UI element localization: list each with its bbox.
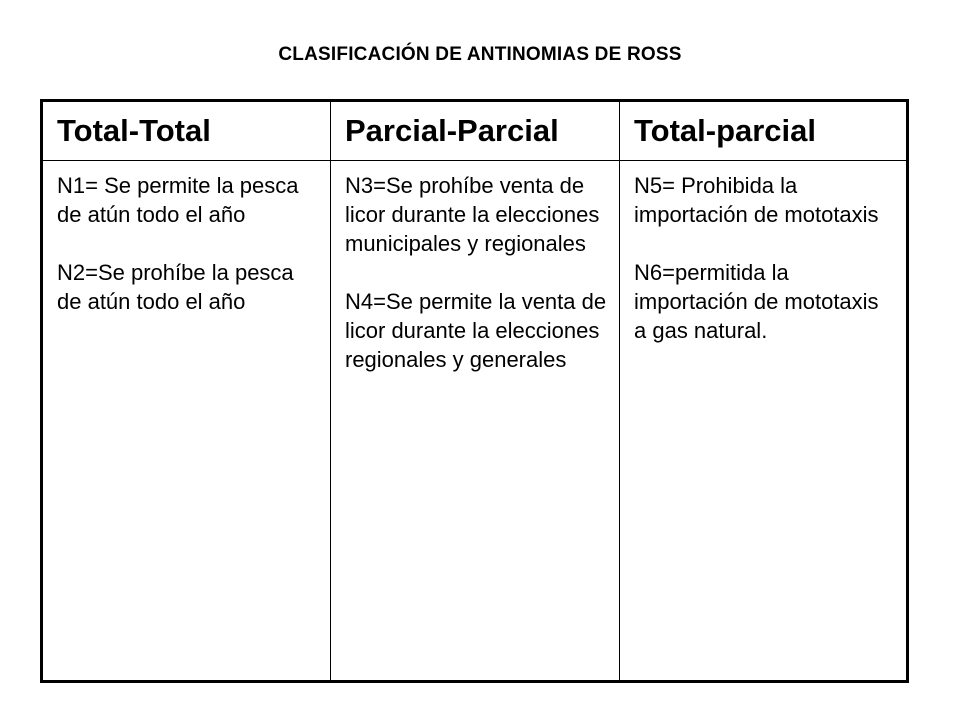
norms-row <box>42 161 908 682</box>
antinomies-table <box>40 99 909 683</box>
norm-n3: N3=Se prohíbe venta de licor durante la elecciones municipales y regionales <box>345 173 600 256</box>
norm-n6: N6=permitida la importación de mototaxis a gas natural. <box>634 260 879 343</box>
header-row <box>42 101 908 161</box>
cell-total-parcial <box>620 161 908 682</box>
header-parcial-parcial: Parcial-Parcial <box>331 101 620 161</box>
header-total-total: Total-Total <box>42 101 331 161</box>
page-title: CLASIFICACIÓN DE ANTINOMIAS DE ROSS <box>278 44 682 65</box>
norm-n5: N5= Prohibida la importación de mototaxis <box>634 173 879 227</box>
norm-n2: N2=Se prohíbe la pesca de atún todo el año <box>57 260 294 314</box>
cell-total-total <box>42 161 331 682</box>
cell-parcial-parcial <box>331 161 620 682</box>
norm-n4: N4=Se permite la venta de licor durante la elecciones regionales y generales <box>345 289 607 372</box>
header-total-parcial: Total-parcial <box>620 101 908 161</box>
norm-n1: N1= Se permite la pesca de atún todo el año <box>57 173 299 227</box>
